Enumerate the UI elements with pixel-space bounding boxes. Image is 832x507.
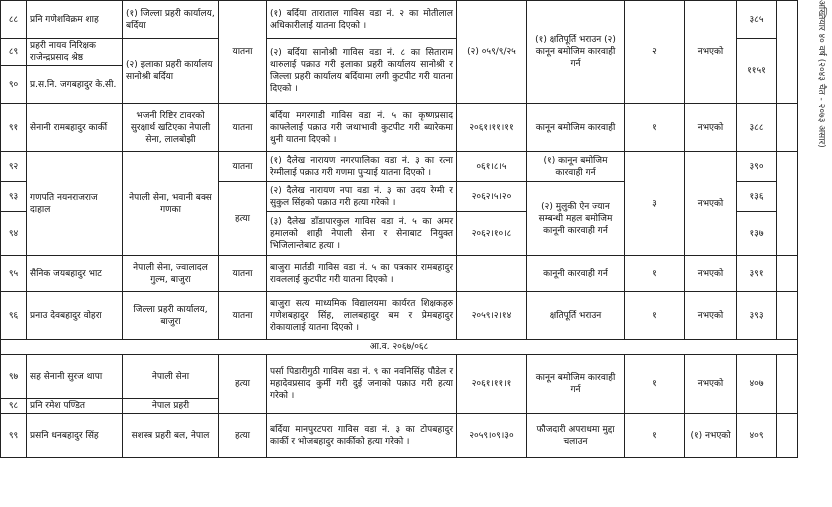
date-cell: २०६२।१०।८ — [457, 212, 527, 256]
sn-cell: ९२ — [1, 152, 27, 182]
type-cell: हत्या — [219, 414, 267, 458]
count-cell: १ — [625, 292, 685, 340]
name-cell: प्रनि गणेशविक्रम शाह — [27, 1, 123, 39]
place-cell: बाजुरा मार्तडी गाविस वडा नं. ५ का पत्रकार रामबहादुर रावललाई कुटपीट गरी यातना दिएको । — [267, 256, 457, 292]
decision-cell: नभएको — [685, 355, 737, 414]
sn-cell: ९४ — [1, 212, 27, 256]
name-cell: प्रसनि धनबहादुर सिंह — [27, 414, 123, 458]
office-cell: भजनी रिष्टिर टावरको सुरक्षार्थ खटिएका नेपाली सेना, लालबोझी — [123, 104, 219, 152]
type-cell: यातना — [219, 1, 267, 104]
num-cell: ३८८ — [737, 104, 777, 152]
name-cell: गणपति नयनराजराज दाहाल — [27, 152, 123, 256]
sn-cell: ९९ — [1, 414, 27, 458]
place-cell: बाजुरा सत्य माध्यमिक विद्यालयमा कार्यरत शिक्षकहरु गणेशबहादुर सिंह, लालबहादुर बम र प्रेमबहादुर रोकायालाई यातना दिएको । — [267, 292, 457, 340]
table-row — [1, 414, 798, 458]
decision-cell: (१) नभएको — [685, 414, 737, 458]
date-cell: २०५९।०९।३० — [457, 414, 527, 458]
sn-cell: ९८ — [1, 399, 27, 414]
type-cell: हत्या — [219, 355, 267, 414]
sn-cell: ९६ — [1, 292, 27, 340]
table-row — [1, 256, 798, 292]
office-cell: (१) जिल्ला प्रहरी कार्यालय, बर्दिया — [123, 1, 219, 39]
num-cell: ३८५ — [737, 1, 777, 39]
action-cell: कानूनी कारवाही गर्न — [527, 256, 625, 292]
num-cell: ३९१ — [737, 256, 777, 292]
count-cell: १ — [625, 355, 685, 414]
table-row — [1, 104, 798, 152]
name-cell: प्रहरी नायव निरिक्षक राजेन्द्रप्रसाद श्रेष्ठ — [27, 39, 123, 66]
place-cell: पर्सा पिडारीगुठी गाविस वडा नं. ९ का नवनिसिंह पौडेल र महादेवप्रसाद कुर्मी गरी दुई जनाको पक्राउ गरी हत्या गरेको । — [267, 355, 457, 414]
num-cell: ३९० — [737, 152, 777, 182]
decision-cell: नभएको — [685, 104, 737, 152]
num-cell: ११५१ — [737, 39, 777, 104]
office-cell: नेपाली सेना — [123, 355, 219, 399]
office-cell: सशस्त्र प्रहरी बल, नेपाल — [123, 414, 219, 458]
place-cell: (२) बर्दिया सानोश्री गाविस वडा नं. ८ का सिताराम थारुलाई पक्राउ गरी इलाका प्रहरी कार्यालय सानोश्री र जिल्ला प्रहरी कार्यालय बर्दियामा लगी कुटपीट गरी यातना दिएको । — [267, 39, 457, 104]
decision-cell: नभएको — [685, 152, 737, 256]
type-cell: यातना — [219, 292, 267, 340]
sn-cell: ९१ — [1, 104, 27, 152]
office-cell: (२) इलाका प्रहरी कार्यालय सानोश्री बर्दिया — [123, 39, 219, 104]
year-divider-row — [1, 340, 798, 355]
action-cell: (१) कानून बमोजिम कारवाही गर्न — [527, 152, 625, 182]
name-cell: सेनानी रामबहादुर कार्की — [27, 104, 123, 152]
action-cell: (१) क्षतिपूर्ति भराउन (२) कानून बमोजिम कारवाही गर्न — [527, 1, 625, 104]
num-cell: १३६ — [737, 182, 777, 212]
sn-cell: ९७ — [1, 355, 27, 399]
office-cell: नेपाली सेना, भवानी बक्स गणका — [123, 152, 219, 256]
date-cell: २०६२।५।२० — [457, 182, 527, 212]
office-cell: नेपाल प्रहरी — [123, 399, 219, 414]
table-row — [1, 1, 798, 39]
num-cell: १३७ — [737, 212, 777, 256]
name-cell: सह सेनानी सुरज थापा — [27, 355, 123, 399]
sn-cell: ८९ — [1, 39, 27, 66]
side-header: अख्तियार ४० वर्ष (२०४३ चैत - २०७३ असार) — [816, 0, 826, 148]
name-cell: प्र.स.नि. जगबहादुर के.सी. — [27, 66, 123, 104]
count-cell: ३ — [625, 152, 685, 256]
action-cell: कानून बमोजिम कारवाही — [527, 104, 625, 152]
place-cell: (१) दैलेख नारायण नगरपालिका वडा नं. ३ का रत्ना रेग्मीलाई पक्राउ गरी गणमा पुऱ्याई यातना दिएको । — [267, 152, 457, 182]
decision-cell: नभएको — [685, 1, 737, 104]
place-cell: (१) बर्दिया ताराताल गाविस वडा नं. २ का मोतीलाल अधिकारीलाई यातना दिएको । — [267, 1, 457, 39]
date-cell: (२) ०५९/९/२५ — [457, 1, 527, 104]
table-row — [1, 152, 798, 182]
name-cell: सैनिक जयबहादुर भाट — [27, 256, 123, 292]
count-cell: १ — [625, 414, 685, 458]
type-cell: हत्या — [219, 182, 267, 256]
type-cell: यातना — [219, 104, 267, 152]
sn-cell: ९५ — [1, 256, 27, 292]
decision-cell: नभएको — [685, 256, 737, 292]
action-cell: (२) मुलुकी ऐन ज्यान सम्बन्धी महल बमोजिम कानूनी कारवाही गर्न — [527, 182, 625, 256]
place-cell: बर्दिया मानपुरटपरा गाविस वडा नं. ३ का टोपबहादुर कार्की र भोजबहादुर कार्कीको हत्या गरेको । — [267, 414, 457, 458]
office-cell: जिल्ला प्रहरी कार्यालय, बाजुरा — [123, 292, 219, 340]
name-cell: प्रनाउ देवबहादुर वोहरा — [27, 292, 123, 340]
date-cell: २०६१।११।१ — [457, 355, 527, 414]
office-cell: नेपाली सेना, ज्वालादल गुल्म, बाजुरा — [123, 256, 219, 292]
count-cell: १ — [625, 256, 685, 292]
place-cell: (२) दैलेख नारायण नपा वडा नं. ३ का उदय रेग्मी र सुकुल सिंहको पक्राउ गरी हत्या गरेको । — [267, 182, 457, 212]
action-cell: फौजदारी अपराधमा मुद्दा चलाउन — [527, 414, 625, 458]
count-cell: १ — [625, 104, 685, 152]
action-cell: कानून बमोजिम कारवाही गर्न — [527, 355, 625, 414]
table-row — [1, 355, 798, 399]
name-cell: प्रनि रमेश पण्डित — [27, 399, 123, 414]
decision-cell: नभएको — [685, 292, 737, 340]
sn-cell: ९० — [1, 66, 27, 104]
count-cell: २ — [625, 1, 685, 104]
fiscal-year-label: आ.व. २०६७/०६८ — [1, 340, 798, 355]
num-cell: ४०९ — [737, 414, 777, 458]
sn-cell: ८८ — [1, 1, 27, 39]
num-cell: ४०७ — [737, 355, 777, 414]
date-cell: २०६१।११।११ — [457, 104, 527, 152]
date-cell: ०६१।८।५ — [457, 152, 527, 182]
num-cell: ३९३ — [737, 292, 777, 340]
place-cell: बर्दिया मगरगाडी गाविस वडा नं. ५ का कृष्णप्रसाद काफ्लेलाई पक्राउ गरी जथाभावी कुटपीट गरी ब्यारेकमा थुनी यातना दिएको । — [267, 104, 457, 152]
date-cell: २०५९।२।१४ — [457, 292, 527, 340]
place-cell: (३) दैलेख डाँडापारकुल गाविस वडा नं. ५ का अमर हमालको शाही नेपाली सेना र सेनाबाट नियुक्त भिजिलान्तेबाट हत्या । — [267, 212, 457, 256]
sn-cell: ९३ — [1, 182, 27, 212]
action-cell: क्षतिपूर्ति भराउन — [527, 292, 625, 340]
type-cell: यातना — [219, 152, 267, 182]
table-row — [1, 292, 798, 340]
type-cell: यातना — [219, 256, 267, 292]
